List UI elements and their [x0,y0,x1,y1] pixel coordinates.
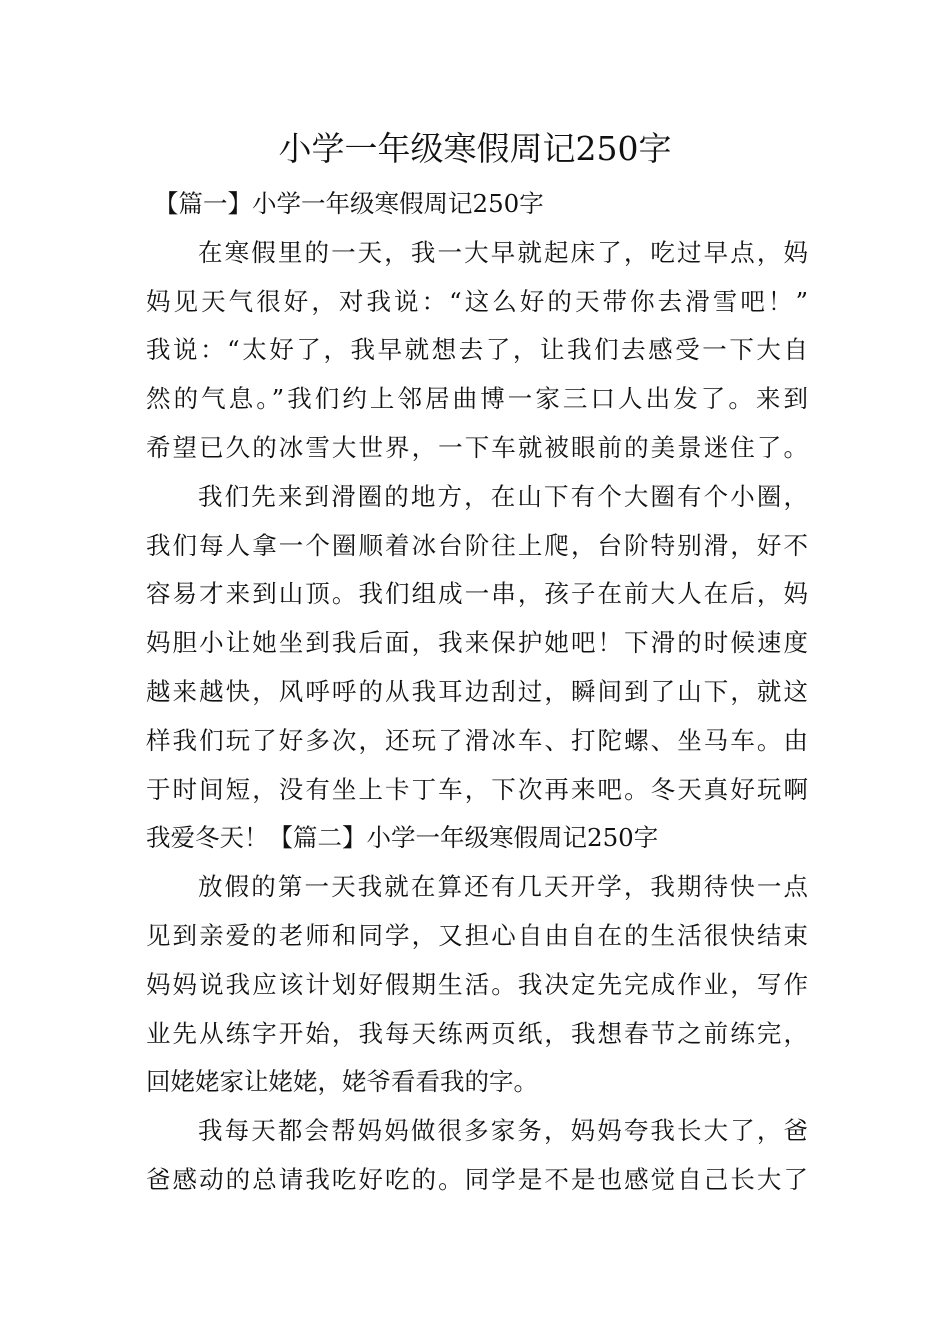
paragraph-line: 于时间短，没有坐上卡丁车，下次再来吧。冬天真好玩啊 [146,774,808,804]
paragraph-line: 在寒假里的一天，我一大早就起床了，吃过早点，妈 [198,237,808,267]
paragraph-line: 越来越快，风呼呼的从我耳边刮过，瞬间到了山下，就这 [146,676,808,706]
document-title: 小学一年级寒假周记250字 [278,129,672,168]
paragraph-line: 我每天都会帮妈妈做很多家务，妈妈夸我长大了，爸 [198,1116,808,1146]
paragraph-line: 爸感动的总请我吃好吃的。同学是不是也感觉自己长大了 [146,1164,808,1194]
paragraph-line: 妈妈说我应该计划好假期生活。我决定先完成作业，写作 [146,969,808,999]
paragraph-line: 回姥姥家让姥姥，姥爷看看我的字。 [146,1067,538,1097]
paragraph-line: 我们每人拿一个圈顺着冰台阶往上爬，台阶特别滑，好不 [146,530,808,560]
paragraph-line: 见到亲爱的老师和同学，又担心自由自在的生活很快结束 [146,920,808,950]
paragraph-line: 妈胆小让她坐到我后面，我来保护她吧！下滑的时候速度 [146,628,808,658]
paragraph-line-with-section-heading-2: 我爱冬天！【篇二】小学一年级寒假周记250字 [146,823,659,853]
paragraph-line: 我说：“太好了，我早就想去了，让我们去感受一下大自 [146,335,808,365]
paragraph-line: 样我们玩了好多次，还玩了滑冰车、打陀螺、坐马车。由 [146,725,808,755]
section-heading-1: 【篇一】小学一年级寒假周记250字 [154,189,544,218]
paragraph-line: 妈见天气很好，对我说：“这么好的天带你去滑雪吧！” [146,286,808,316]
paragraph-line: 我们先来到滑圈的地方，在山下有个大圈有个小圈， [198,481,808,511]
paragraph-line: 容易才来到山顶。我们组成一串，孩子在前大人在后，妈 [146,579,808,609]
paragraph-line: 业先从练字开始，我每天练两页纸，我想春节之前练完， [146,1018,808,1048]
paragraph-line: 放假的第一天我就在算还有几天开学，我期待快一点 [198,872,808,902]
document-body [146,180,808,1205]
paragraph-line: 希望已久的冰雪大世界，一下车就被眼前的美景迷住了。 [146,432,808,462]
paragraph-line: 然的气息。”我们约上邻居曲博一家三口人出发了。来到 [146,384,808,414]
